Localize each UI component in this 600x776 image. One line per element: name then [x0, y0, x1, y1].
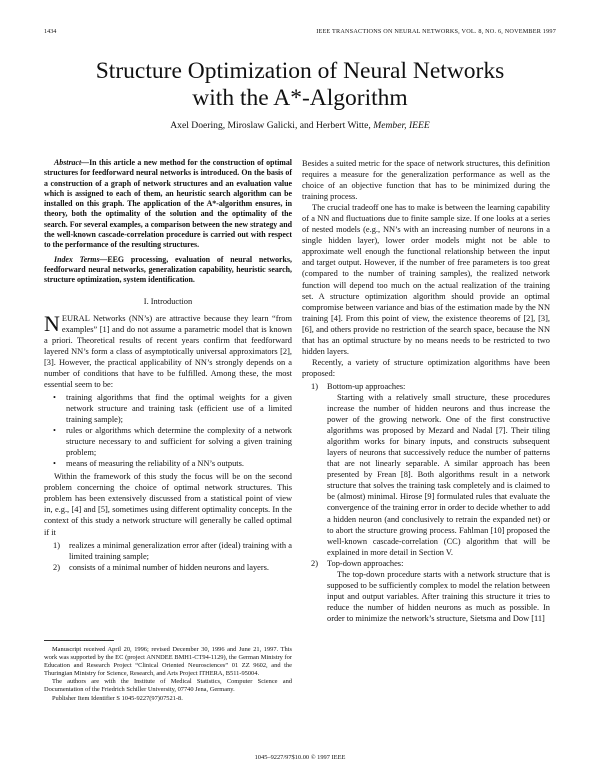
conditions-list: [44, 392, 292, 469]
section-heading-introduction: I. Introduction: [143, 296, 193, 306]
paper-title: [44, 58, 556, 112]
right-column: [302, 158, 550, 626]
list-item: [53, 540, 292, 562]
list-item: • means of measuring the reliability of a NN’s outputs.: [66, 458, 292, 469]
index-terms: [44, 255, 292, 286]
running-head: IEEE TRANSACTIONS ON NEURAL NETWORKS, VOL. 8, NO. 6, NOVEMBER 1997: [316, 28, 556, 35]
page-header: [44, 28, 556, 38]
list-item: • training algorithms that find the optimal weights for a given network structure and training task (efficient use of a limited training sample);: [66, 392, 292, 425]
approaches-list: [302, 381, 550, 624]
title-line-2: with the A*-Algorithm: [192, 85, 408, 111]
page-number: 1434: [44, 28, 57, 35]
abstract-text: In this article a new method for the construction of optimal structures for feedforward neural networks is introduced. On the basis of a construction of a graph of network structures and an evaluation value which is assigned to each of them, an heuristic search algorithm can be installed on this graph. The application of the A*-algorithm ensures, in theory, both the optimality of the solution and the optimality of the search. For several examples, a comparison between the new strategy and the well-known cascade-correlation procedure is carried out with respect to the performance of the resulting structures.: [44, 158, 292, 250]
approach-text: Starting with a relatively small structure, these procedures increase the number of hidden neurons and thus increase the power of the growing network. One of the first constructive algorithms was proposed by Mezard and Nadal [7]. Their tiling algorithm works for binary inputs, and constructs subsequent layers of neurons that successively reduce the number of patterns that are not linearly separable. A similar approach has been presented by Frean [8]. Both algorithms result in a network structure that solves the training task completely and is claimed to be (almost) minimal. Hirose [9] formulated rules that evaluate the convergence of the training error in order to decide whether to add a hidden neuron (and conclusively to retrain the expanded net) or to abort the structure growing process. Fahlman [10] proposed the well-known cascade-correlation (CC) algorithm that will be explained in more detail in Section V.: [327, 392, 550, 557]
list-number: 1): [53, 540, 60, 550]
list-number: 1): [311, 381, 318, 391]
list-number: 2): [53, 562, 60, 572]
author-names: Axel Doering, Miroslaw Galicki, and Herbert Witte,: [170, 120, 371, 131]
body-paragraph-3: Recently, a variety of structure optimization algorithms have been proposed:: [302, 357, 550, 378]
list-item-text: realizes a minimal generalization error after (ideal) training with a limited training sample;: [69, 540, 292, 561]
author-membership: Member, IEEE: [373, 120, 430, 131]
publisher-id: Publisher Item Identifier S 1045-9227(97)07521-8.: [52, 694, 183, 702]
drop-cap: N: [44, 310, 60, 336]
copyright-footer: 1045–9227/97$10.00 © 1997 IEEE: [254, 754, 346, 761]
intro-paragraph-2: Within the framework of this study the focus will be on the second problem concerning the choice of optimal network structures. This problem has been extensively discussed from a statistical point of view in, e.g., [4] and [5], sometimes using different optimality concepts. In the context of this study a network structure will generally be called optimal if it: [44, 472, 292, 537]
footnote-rule: [44, 640, 114, 641]
index-terms-label: Index Terms—: [54, 254, 108, 264]
abstract: [44, 158, 292, 251]
intro-paragraph-1-text: EURAL Networks (NN’s) are attractive because they learn “from examples” [1] and do not assume a parametric model that is known a priori. Theoretical results of recent years confirm that feedforward layered NN’s form a class of asymptotically universal approximators [2], [3]. However, the practical applicability of NN’s strongly depends on a number of conditions that have to be fulfilled. Among these, the most essential seem to be:: [44, 313, 292, 389]
list-item: • rules or algorithms which determine the complexity of a network structure necessary to and sufficient for solving a given training problem;: [66, 425, 292, 458]
affiliation-note: The authors are with the Institute of Medical Statistics, Computer Science and Documentation of the Friedrich Schiller University, 07740 Jena, Germany.: [44, 678, 292, 694]
index-terms-text: EEG processing, evaluation of neural networks, feedforward neural networks, generalization capability, heuristic search, structure optimization, system identification.: [44, 254, 292, 285]
optimality-list: [44, 540, 292, 573]
title-line-1: Structure Optimization of Neural Networks: [95, 58, 505, 84]
manuscript-note: Manuscript received April 20, 1996; revised December 30, 1996 and June 21, 1997. This work was supported by the EC (project ANNDEE BMH1-CT94-1129), the German Ministry for Education and Research Project “Clinical Oriented Neurosciences” 01 ZZ 9602, and the Thuringian Ministry for Science, Research, and Arts Project ITHERA, B511-95004.: [44, 646, 292, 678]
list-item: [311, 381, 550, 558]
author-list: [44, 120, 556, 131]
list-number: 2): [311, 558, 318, 568]
left-column: [44, 158, 292, 575]
list-item-text: consists of a minimal number of hidden neurons and layers.: [69, 562, 270, 572]
intro-paragraph-1: [44, 310, 292, 390]
approach-heading: Bottom-up approaches:: [327, 381, 406, 391]
list-item: [53, 562, 292, 573]
body-paragraph-2: The crucial tradeoff one has to make is between the learning capability of a NN and fluctuations due to finite sample size. If one looks at a series of nested models (e.g., NN’s with an increasing number of neurons in a single hidden layer), lower order models might not be able to approximate well enough the functional relationship between the input and target output. However, if the number of free parameters is too great (compared to the number of training samples), the realized network function will depend too much on the actual realization of the training set. A structure optimization algorithm should provide an optimal compromise between variance and bias of the estimation made by the NN training [4]. From this point of view, the existence theorems of [2], [3], [6], and others provide no restriction of the search space, because the NN that has an optimal structure by no means needs to be restricted to two hidden layers.: [302, 203, 550, 356]
first-page-footnote: [44, 640, 292, 703]
body-paragraph-1: Besides a suited metric for the space of network structures, this definition requires a measure for the generalization performance as well as the choice of an objective function that has to be minimized during the training process.: [302, 159, 550, 202]
abstract-label: Abstract—: [54, 158, 90, 167]
list-item: [311, 558, 550, 624]
approach-text: The top-down procedure starts with a network structure that is supposed to be sufficiently complex to model the relation between input and output variables. After training this structure it tries to reduce the number of hidden neurons as much as possible. In order to minimize the network’s structure, Sietsma and Dow [11]: [327, 569, 550, 623]
approach-heading: Top-down approaches:: [327, 558, 404, 568]
